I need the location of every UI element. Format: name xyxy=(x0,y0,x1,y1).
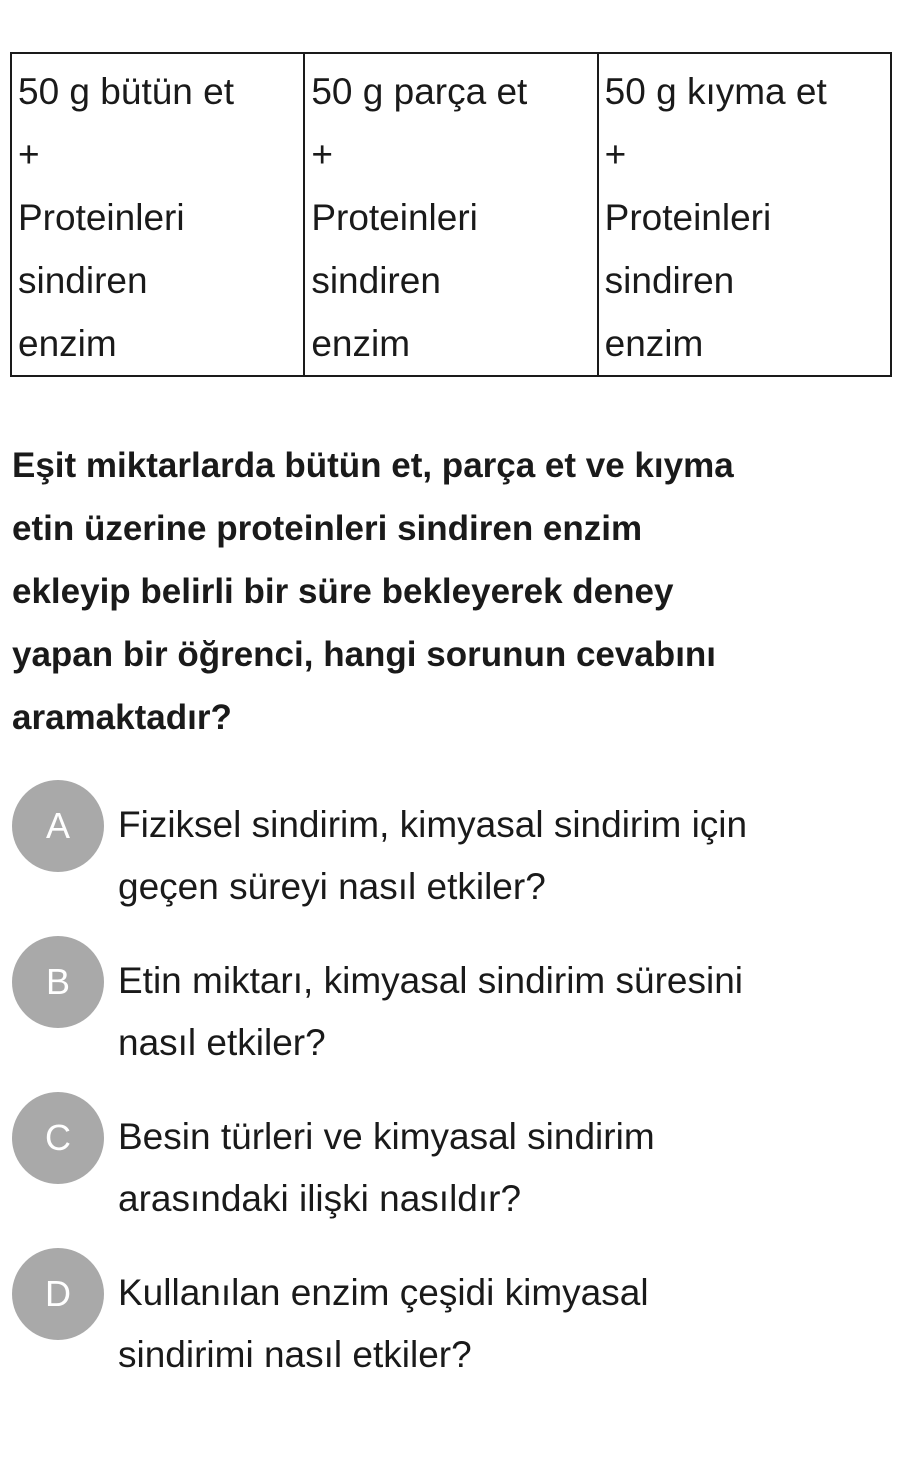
question-line: Eşit miktarlarda bütün et, parça et ve kıyma xyxy=(12,446,734,485)
option-b[interactable] xyxy=(12,936,912,1076)
option-d-badge[interactable]: D xyxy=(12,1248,104,1340)
cell-line: + xyxy=(18,134,40,175)
option-a[interactable] xyxy=(12,780,912,920)
cell-line: 50 g bütün et xyxy=(18,71,235,112)
option-b-badge[interactable]: B xyxy=(12,936,104,1028)
option-a-text[interactable] xyxy=(118,794,898,918)
question-line: etin üzerine proteinleri sindiren enzim xyxy=(12,509,643,548)
table-cell-minced-meat xyxy=(598,53,891,376)
cell-line: sindiren xyxy=(18,260,148,301)
option-c-text[interactable] xyxy=(118,1106,898,1230)
option-d[interactable] xyxy=(12,1248,912,1388)
question-line: aramaktadır? xyxy=(12,698,232,737)
option-line: sindirimi nasıl etkiler? xyxy=(118,1334,472,1375)
cell-line: Proteinleri xyxy=(18,197,185,238)
cell-line: sindiren xyxy=(311,260,441,301)
option-line: geçen süreyi nasıl etkiler? xyxy=(118,866,546,907)
option-a-badge[interactable]: A xyxy=(12,780,104,872)
table-cell-piece-meat xyxy=(304,53,597,376)
option-b-text[interactable] xyxy=(118,950,898,1074)
question-text xyxy=(12,434,902,749)
cell-line: + xyxy=(311,134,333,175)
option-line: Kullanılan enzim çeşidi kimyasal xyxy=(118,1272,649,1313)
cell-line: sindiren xyxy=(604,260,735,301)
question-line: ekleyip belirli bir süre bekleyerek deney xyxy=(12,572,674,611)
experiment-table xyxy=(10,52,892,377)
cell-line: 50 g kıyma et xyxy=(604,71,827,112)
option-line: Fiziksel sindirim, kimyasal sindirim için xyxy=(118,804,748,845)
question-line: yapan bir öğrenci, hangi sorunun cevabını xyxy=(12,635,717,674)
option-line: arasındaki ilişki nasıldır? xyxy=(118,1178,522,1219)
option-line: nasıl etkiler? xyxy=(118,1022,326,1063)
cell-line: enzim xyxy=(18,323,117,364)
table-cell-whole-meat xyxy=(11,53,304,376)
cell-line: Proteinleri xyxy=(311,197,478,238)
cell-line: enzim xyxy=(604,323,704,364)
option-line: Besin türleri ve kimyasal sindirim xyxy=(118,1116,655,1157)
cell-line: + xyxy=(604,134,627,175)
option-c-badge[interactable]: C xyxy=(12,1092,104,1184)
option-c[interactable] xyxy=(12,1092,912,1232)
cell-line: enzim xyxy=(311,323,411,364)
table-row xyxy=(11,53,891,376)
cell-line: 50 g parça et xyxy=(311,71,528,112)
option-line: Etin miktarı, kimyasal sindirim süresini xyxy=(118,960,744,1001)
option-d-text[interactable] xyxy=(118,1262,898,1386)
cell-line: Proteinleri xyxy=(604,197,772,238)
